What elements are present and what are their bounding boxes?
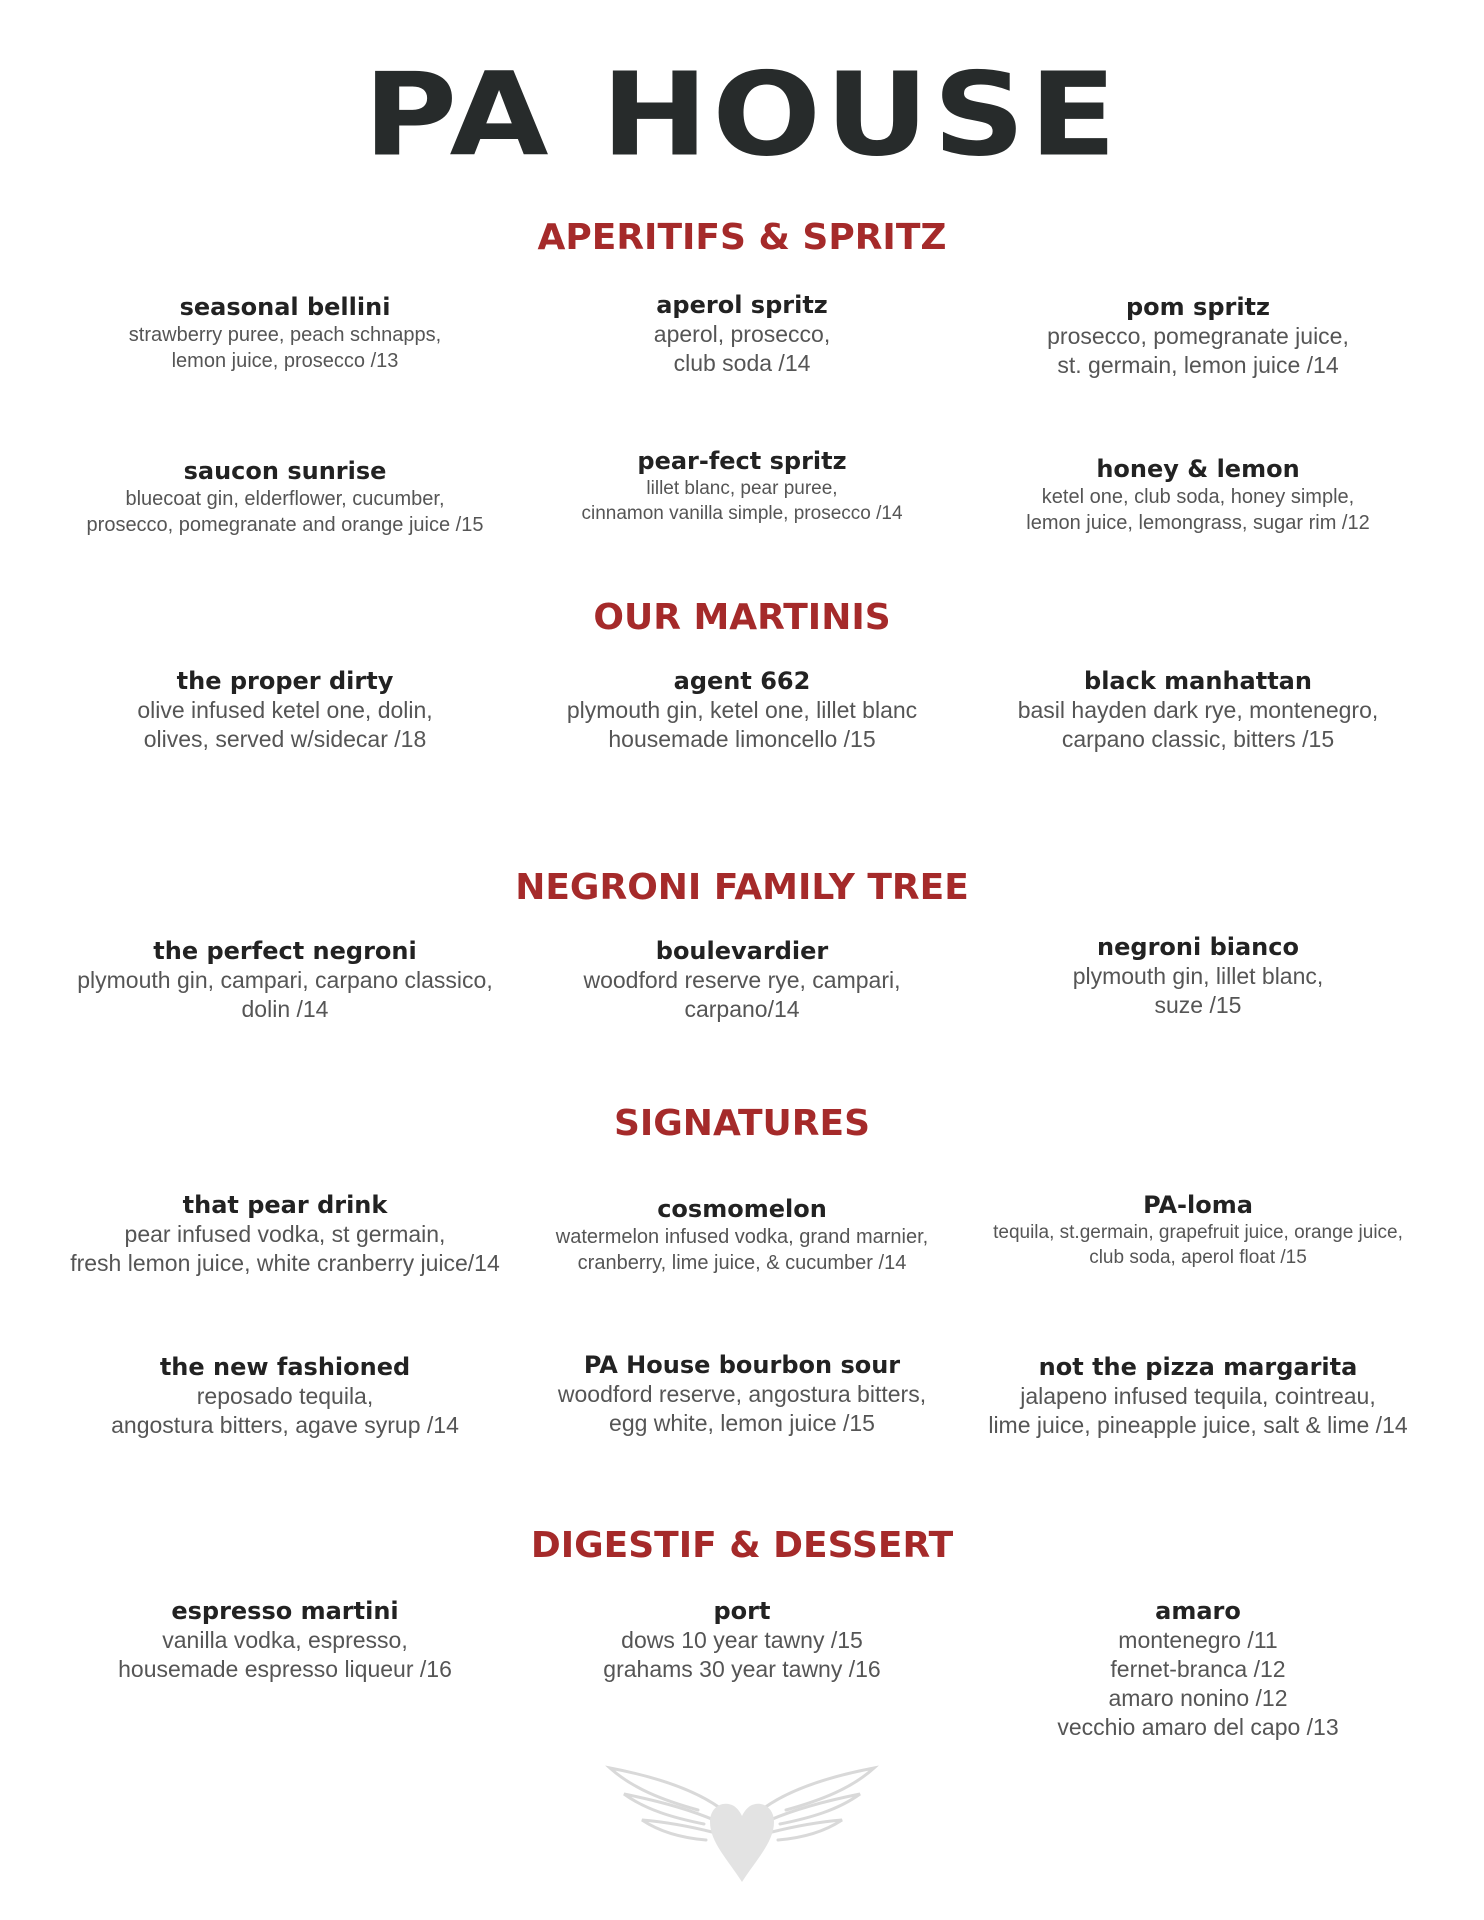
item-name: saucon sunrise [183,457,387,485]
desc-line: aperol, prosecco, [653,321,831,347]
desc-line: montenegro /11 [1118,1627,1278,1653]
desc-line: tequila, st.germain, grapefruit juice, orange juice, [993,1222,1403,1243]
desc-line: prosecco, pomegranate juice, [1047,323,1349,349]
section-title-digestif: DIGESTIF & DESSERT [530,1525,954,1566]
desc-line: carpano classic, bitters /15 [1061,726,1335,752]
item-name: amaro [1155,1597,1241,1625]
desc-line: fresh lemon juice, white cranberry juice/14 [70,1250,500,1276]
desc-line: vanilla vodka, espresso, [162,1627,408,1653]
item-name: cosmomelon [657,1195,827,1223]
desc-line: dows 10 year tawny /15 [621,1627,863,1653]
item-description [55,696,515,754]
item-description [512,1380,972,1438]
desc-line: plymouth gin, campari, carpano classico, [77,967,493,993]
menu-item-negroni-bianco [968,932,1428,1020]
desc-line: plymouth gin, lillet blanc, [1072,963,1324,989]
desc-line: lillet blanc, pear puree, [646,478,838,499]
desc-line: pear infused vodka, st germain, [124,1221,446,1247]
item-description [968,962,1428,1020]
item-description [55,1626,515,1684]
item-description [55,966,515,1024]
item-description [968,484,1428,536]
desc-line: ketel one, club soda, honey simple, [1041,486,1355,508]
menu-item-cosmomelon [512,1194,972,1276]
menu-item-the-proper-dirty [55,666,515,754]
desc-line: strawberry puree, peach schnapps, [128,324,442,346]
menu-item-that-pear-drink [55,1190,515,1278]
desc-line: suze /15 [1154,992,1242,1018]
item-name: honey & lemon [1096,455,1300,483]
desc-line: lime juice, pineapple juice, salt & lime /14 [988,1412,1408,1438]
item-name: the proper dirty [176,667,394,695]
pa-house-logo: PA HOUSE [363,48,1121,183]
menu-item-the-new-fashioned [55,1352,515,1440]
section-title-aperitifs: APERITIFS & SPRITZ [537,217,947,258]
menu-item-pa-loma [948,1190,1448,1270]
item-name: PA House bourbon sour [583,1351,901,1379]
desc-line: olives, served w/sidecar /18 [143,726,427,752]
desc-line: woodford reserve rye, campari, [583,967,901,993]
item-description [968,696,1428,754]
item-name: the perfect negroni [153,937,417,965]
item-description [968,1626,1428,1742]
desc-line: egg white, lemon juice /15 [609,1410,875,1436]
menu-item-agent-662 [512,666,972,754]
menu-item-the-perfect-negroni [55,936,515,1024]
desc-line: plymouth gin, ketel one, lillet blanc [566,697,918,723]
desc-line: lemon juice, lemongrass, sugar rim /12 [1026,512,1370,534]
item-name: negroni bianco [1097,933,1299,961]
menu-item-boulevardier [512,936,972,1024]
desc-line: prosecco, pomegranate and orange juice /15 [86,514,484,536]
desc-line: cranberry, lime juice, & cucumber /14 [577,1252,907,1274]
item-description [55,1382,515,1440]
item-description [512,966,972,1024]
item-name: the new fashioned [159,1353,411,1381]
item-name: that pear drink [182,1191,388,1219]
menu-item-pear-fect-spritz [512,446,972,526]
section-title-martinis: OUR MARTINIS [593,597,891,638]
menu-item-aperol-spritz [512,290,972,378]
desc-line: jalapeno infused tequila, cointreau, [1020,1383,1376,1409]
item-description [55,486,515,538]
item-name: boulevardier [655,937,829,965]
item-description [968,322,1428,380]
item-description [55,322,515,374]
section-title-signatures: SIGNATURES [613,1103,871,1144]
menu-item-pa-house-bourbon-sour [512,1350,972,1438]
desc-line: st. germain, lemon juice /14 [1057,352,1339,378]
item-name: pear-fect spritz [637,447,847,475]
item-name: port [713,1597,771,1625]
menu-item-honey-lemon [968,454,1428,536]
menu-item-black-manhattan [968,666,1428,754]
winged-heart-icon [602,1748,882,1888]
item-name: PA-loma [1143,1191,1253,1219]
desc-line: woodford reserve, angostura bitters, [557,1381,927,1407]
desc-line: housemade espresso liqueur /16 [118,1656,452,1682]
item-description [512,476,972,526]
desc-line: club soda, aperol float /15 [1089,1247,1307,1268]
item-description [512,1224,972,1276]
section-title-negroni: NEGRONI FAMILY TREE [515,867,969,908]
desc-line: cinnamon vanilla simple, prosecco /14 [581,503,903,524]
desc-line: amaro nonino /12 [1108,1685,1288,1711]
item-name: pom spritz [1126,293,1270,321]
desc-line: olive infused ketel one, dolin, [137,697,433,723]
desc-line: dolin /14 [241,996,329,1022]
desc-line: bluecoat gin, elderflower, cucumber, [125,488,445,510]
menu-item-saucon-sunrise [55,456,515,538]
menu-item-espresso-martini [55,1596,515,1684]
item-name: seasonal bellini [179,293,391,321]
item-name: black manhattan [1084,667,1312,695]
item-description [948,1220,1448,1270]
desc-line: lemon juice, prosecco /13 [171,350,399,372]
item-description [512,320,972,378]
item-description [512,1626,972,1684]
item-name: not the pizza margarita [1038,1353,1358,1381]
desc-line: angostura bitters, agave syrup /14 [111,1412,459,1438]
item-name: espresso martini [171,1597,399,1625]
desc-line: grahams 30 year tawny /16 [603,1656,881,1682]
desc-line: reposado tequila, [196,1383,374,1409]
desc-line: watermelon infused vodka, grand marnier, [555,1226,929,1248]
item-name: aperol spritz [656,291,828,319]
item-description [512,696,972,754]
menu-item-amaro [968,1596,1428,1742]
item-description [968,1382,1428,1440]
desc-line: carpano/14 [684,996,800,1022]
item-description [55,1220,515,1278]
menu-item-pom-spritz [968,292,1428,380]
desc-line: fernet-branca /12 [1110,1656,1286,1682]
menu-item-not-the-pizza-margarita [968,1352,1428,1440]
menu-item-seasonal-bellini [55,292,515,374]
menu-item-port [512,1596,972,1684]
desc-line: club soda /14 [673,350,811,376]
item-name: agent 662 [673,667,811,695]
desc-line: vecchio amaro del capo /13 [1057,1714,1339,1740]
desc-line: housemade limoncello /15 [608,726,876,752]
desc-line: basil hayden dark rye, montenegro, [1017,697,1379,723]
